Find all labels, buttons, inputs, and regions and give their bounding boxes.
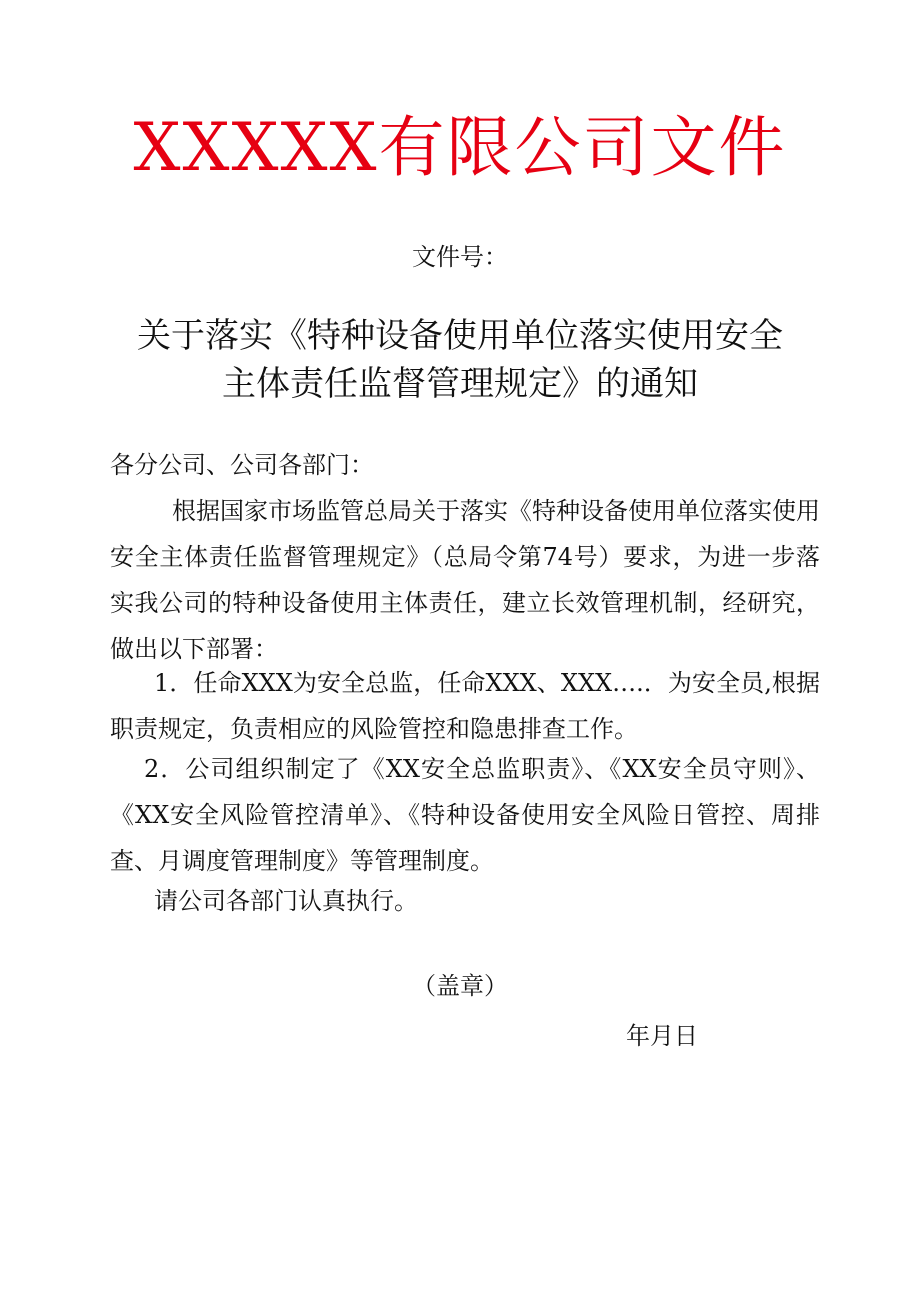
letterhead-title: XXXXX有限公司文件 [133, 109, 787, 186]
salutation: 各分公司、公司各部门： [110, 451, 374, 479]
closing-line: 请公司各部门认真执行。 [154, 887, 418, 915]
list-item: 2．公司组织制定了《XX安全总监职责》、《XX安全员守则》、《XX安全风险管控清单》、《特种设备使用安全风险日管控、周排查、月调度管理制度》等管理制度。 [110, 755, 820, 875]
notice-title-line-2: 主体责任监督管理规定》的通知 [222, 364, 698, 404]
document-number-label: 文件号： [412, 243, 508, 271]
seal-placeholder: （盖章） [412, 972, 508, 1000]
intro-paragraph: 根据国家市场监管总局关于落实《特种设备使用单位落实使用安全主体责任监督管理规定》（总局令第74号）要求，为进一步落实我公司的特种设备使用主体责任，建立长效管理机制，经研究，做出以下部署： [110, 497, 820, 663]
notice-title-line-1: 关于落实《特种设备使用单位落实使用安全 [137, 316, 783, 356]
notice-title [0, 312, 920, 408]
list-item: 1．任命XXX为安全总监，任命XXX、XXX….．为安全员,根据职责规定，负责相应的风险管控和隐患排查工作。 [110, 669, 820, 743]
date-placeholder: 年月日 [626, 1022, 698, 1050]
